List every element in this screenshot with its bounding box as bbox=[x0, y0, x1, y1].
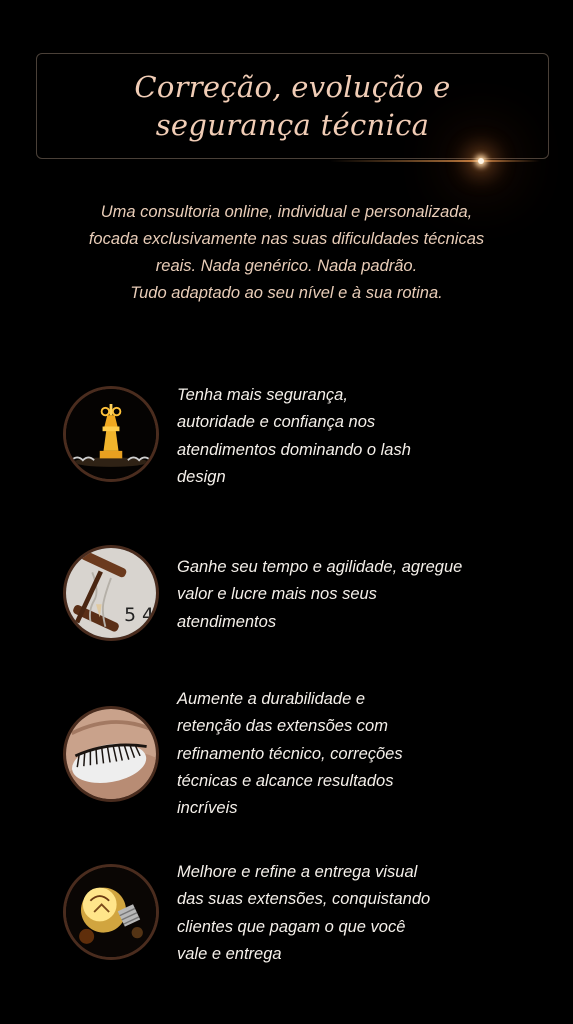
title-box bbox=[36, 53, 549, 159]
benefit-text: Tenha mais segurança, autoridade e confiança nos atendimentos dominando o lash design bbox=[177, 386, 411, 486]
benefit-item bbox=[63, 545, 553, 655]
intro-line: reais. Nada genérico. Nada padrão. bbox=[155, 257, 418, 275]
svg-text:5 4: 5 4 bbox=[124, 605, 154, 627]
intro-line: Tudo adaptado ao seu nível e à sua rotina. bbox=[130, 284, 443, 302]
sparkle-glow bbox=[478, 158, 484, 164]
benefit-item bbox=[63, 386, 553, 496]
eyelash-extension-icon bbox=[63, 706, 159, 802]
lightbulb-icon bbox=[63, 864, 159, 960]
chess-king-icon bbox=[63, 386, 159, 482]
benefit-text: Melhore e refine a entrega visual das suas extensões, conquistando clientes que pagam o que você vale e entrega bbox=[177, 863, 431, 963]
benefit-item bbox=[63, 864, 553, 974]
page-title-line-2: segurança técnica bbox=[155, 108, 430, 142]
intro-line: Uma consultoria online, individual e personalizada, bbox=[100, 203, 473, 221]
page-title-line-1: Correção, evolução e bbox=[134, 70, 451, 104]
benefit-text: Aumente a durabilidade e retenção das extensões com refinamento técnico, correções técnicas e alcance resultados incríveis bbox=[177, 690, 403, 818]
hourglass-icon bbox=[63, 545, 159, 641]
benefit-text: Ganhe seu tempo e agilidade, agregue valor e lucre mais nos seus atendimentos bbox=[177, 558, 463, 631]
intro-line: focada exclusivamente nas suas dificuldades técnicas bbox=[88, 230, 485, 248]
light-streak bbox=[330, 160, 540, 162]
benefit-item bbox=[63, 690, 553, 818]
intro-paragraph bbox=[30, 199, 543, 307]
